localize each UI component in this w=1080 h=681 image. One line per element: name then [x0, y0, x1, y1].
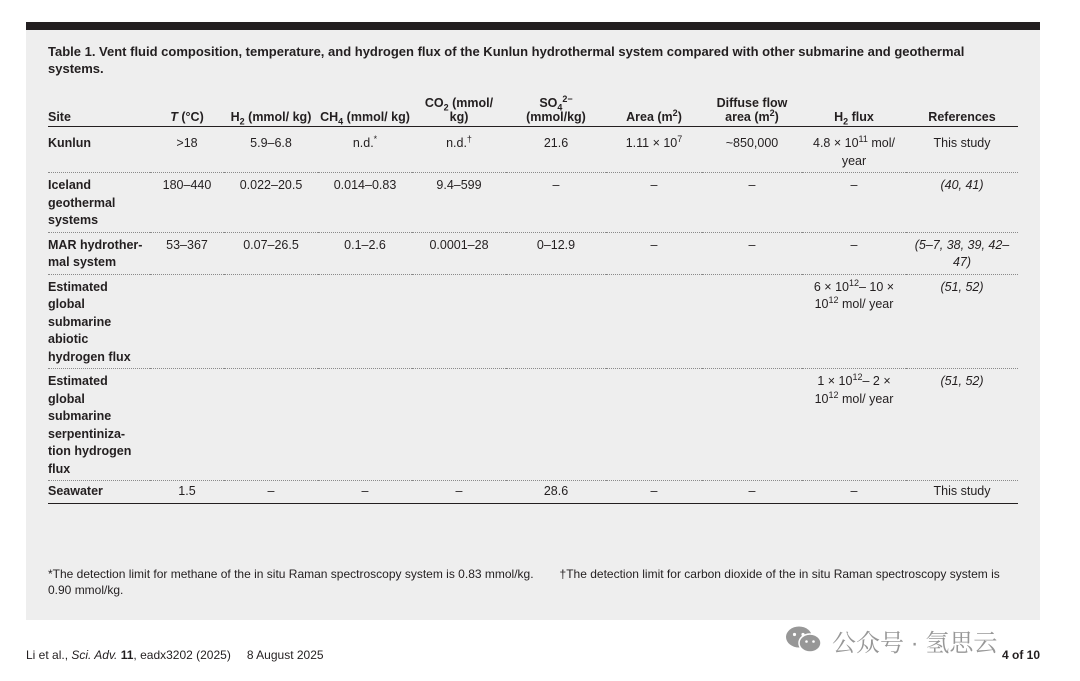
cell-references: (51, 52) [906, 274, 1018, 369]
cell-ch4 [318, 274, 412, 369]
cell-so4: 21.6 [506, 127, 606, 173]
cell-area [606, 369, 702, 481]
cell-references: (40, 41) [906, 173, 1018, 233]
cell-area: – [606, 232, 702, 274]
table-row-abiotic-flux [48, 274, 1018, 369]
cell-references: This study [906, 481, 1018, 504]
cell-area [606, 274, 702, 369]
cell-h2-flux: – [802, 232, 906, 274]
cell-h2 [224, 274, 318, 369]
col-ch4: $CH_4$ (mmol/ kg) [318, 92, 412, 127]
col-h2: $H_2$ (mmol/ kg) [224, 92, 318, 127]
table-panel [26, 30, 1040, 620]
cell-so4: – [506, 173, 606, 233]
cell-site: Estimated global submarine serpentiniza- tion hydrogen flux [48, 369, 150, 481]
cell-so4 [506, 369, 606, 481]
cell-diffuse-area: – [702, 232, 802, 274]
footnote-carbon-dioxide: †The detection limit for carbon dioxide of the in situ Raman spectroscopy system is 0.90 mmol/kg. [48, 567, 1000, 597]
cell-area: – [606, 481, 702, 504]
col-site: Site [48, 92, 150, 127]
watermark [784, 622, 997, 658]
cell-area: – [606, 173, 702, 233]
cell-h2 [224, 369, 318, 481]
cell-co2 [412, 274, 506, 369]
table-row-mar [48, 232, 1018, 274]
cell-h2-flux: – [802, 481, 906, 504]
col-h2-flux: $H_2$ flux [802, 92, 906, 127]
cell-co2: n.d.† [412, 127, 506, 173]
cell-site: MAR hydrother- mal system [48, 232, 150, 274]
citation-volume: 11 [120, 648, 134, 662]
cell-diffuse-area: ~850,000 [702, 127, 802, 173]
col-co2: $CO_2$ (mmol/ kg) [412, 92, 506, 127]
cell-co2 [412, 369, 506, 481]
cell-h2-flux: $4.8 \times 10^{11}$ mol/ year [802, 127, 906, 173]
cell-h2: 0.07–26.5 [224, 232, 318, 274]
cell-diffuse-area: – [702, 173, 802, 233]
cell-ch4: – [318, 481, 412, 504]
citation-journal: Sci. Adv. [71, 648, 118, 662]
watermark-text: 公众号 · 氢思云 [832, 629, 998, 657]
cell-temperature [150, 369, 224, 481]
table-row-iceland [48, 173, 1018, 233]
col-so4: $SO_4^{2-}$ (mmol/kg) [506, 92, 606, 127]
cell-temperature: 53–367 [150, 232, 224, 274]
cell-area: $1.11 \times 10^7$ [606, 127, 702, 173]
cell-site: Seawater [48, 481, 150, 504]
top-rule [26, 22, 1040, 30]
cell-temperature: >18 [150, 127, 224, 173]
citation-authors: Li et al., [26, 648, 69, 662]
table-footnotes [48, 566, 1023, 598]
page-number: 4 of 10 [1001, 648, 1040, 662]
article-citation [26, 648, 324, 662]
cell-site: Kunlun [48, 127, 150, 173]
col-temperature: T (°C) [150, 92, 224, 127]
cell-temperature: 1.5 [150, 481, 224, 504]
col-references: References [906, 92, 1018, 127]
cell-site: Iceland geothermal systems [48, 173, 150, 233]
table-row-seawater [48, 481, 1018, 504]
cell-co2: – [412, 481, 506, 504]
cell-references: (51, 52) [906, 369, 1018, 481]
cell-h2: – [224, 481, 318, 504]
cell-h2-flux: $1 \times 10^{12}-$ $2 \times 10^{12}$ mol/ year [802, 369, 906, 481]
table-row-serpentinization-flux [48, 369, 1018, 481]
table-row-kunlun [48, 127, 1018, 173]
cell-diffuse-area: – [702, 481, 802, 504]
citation-article: , eadx3202 (2025) [133, 648, 231, 662]
cell-ch4: 0.014–0.83 [318, 173, 412, 233]
cell-so4 [506, 274, 606, 369]
cell-references: (5–7, 38, 39, 42–47) [906, 232, 1018, 274]
vent-fluid-table [48, 92, 1018, 504]
wechat-logo-icon [784, 625, 824, 655]
cell-h2-flux: – [802, 173, 906, 233]
cell-diffuse-area [702, 369, 802, 481]
cell-h2: 0.022–20.5 [224, 173, 318, 233]
table-header-row [48, 92, 1018, 127]
cell-co2: 0.0001–28 [412, 232, 506, 274]
cell-temperature: 180–440 [150, 173, 224, 233]
cell-co2: 9.4–599 [412, 173, 506, 233]
cell-h2-flux: $6 \times 10^{12}-$ $10 \times 10^{12}$ mol/ year [802, 274, 906, 369]
table-caption: Table 1. Vent fluid composition, temperature, and hydrogen flux of the Kunlun hydrothermal system compared with other submarine and geothermal systems. [48, 44, 965, 76]
cell-site: Estimated global submarine abiotic hydrogen flux [48, 274, 150, 369]
cell-h2: 5.9–6.8 [224, 127, 318, 173]
citation-date: 8 August 2025 [246, 648, 324, 662]
cell-temperature [150, 274, 224, 369]
cell-so4: 0–12.9 [506, 232, 606, 274]
cell-ch4: 0.1–2.6 [318, 232, 412, 274]
cell-ch4 [318, 369, 412, 481]
cell-so4: 28.6 [506, 481, 606, 504]
cell-diffuse-area [702, 274, 802, 369]
cell-references: This study [906, 127, 1018, 173]
footnote-methane: *The detection limit for methane of the in situ Raman spectroscopy system is 0.83 mmol/kg. [48, 567, 534, 581]
col-area: Area $(m^2)$ [606, 92, 702, 127]
col-diffuse-area: Diffuse flow area $(m^2)$ [702, 92, 802, 127]
cell-ch4: n.d.* [318, 127, 412, 173]
